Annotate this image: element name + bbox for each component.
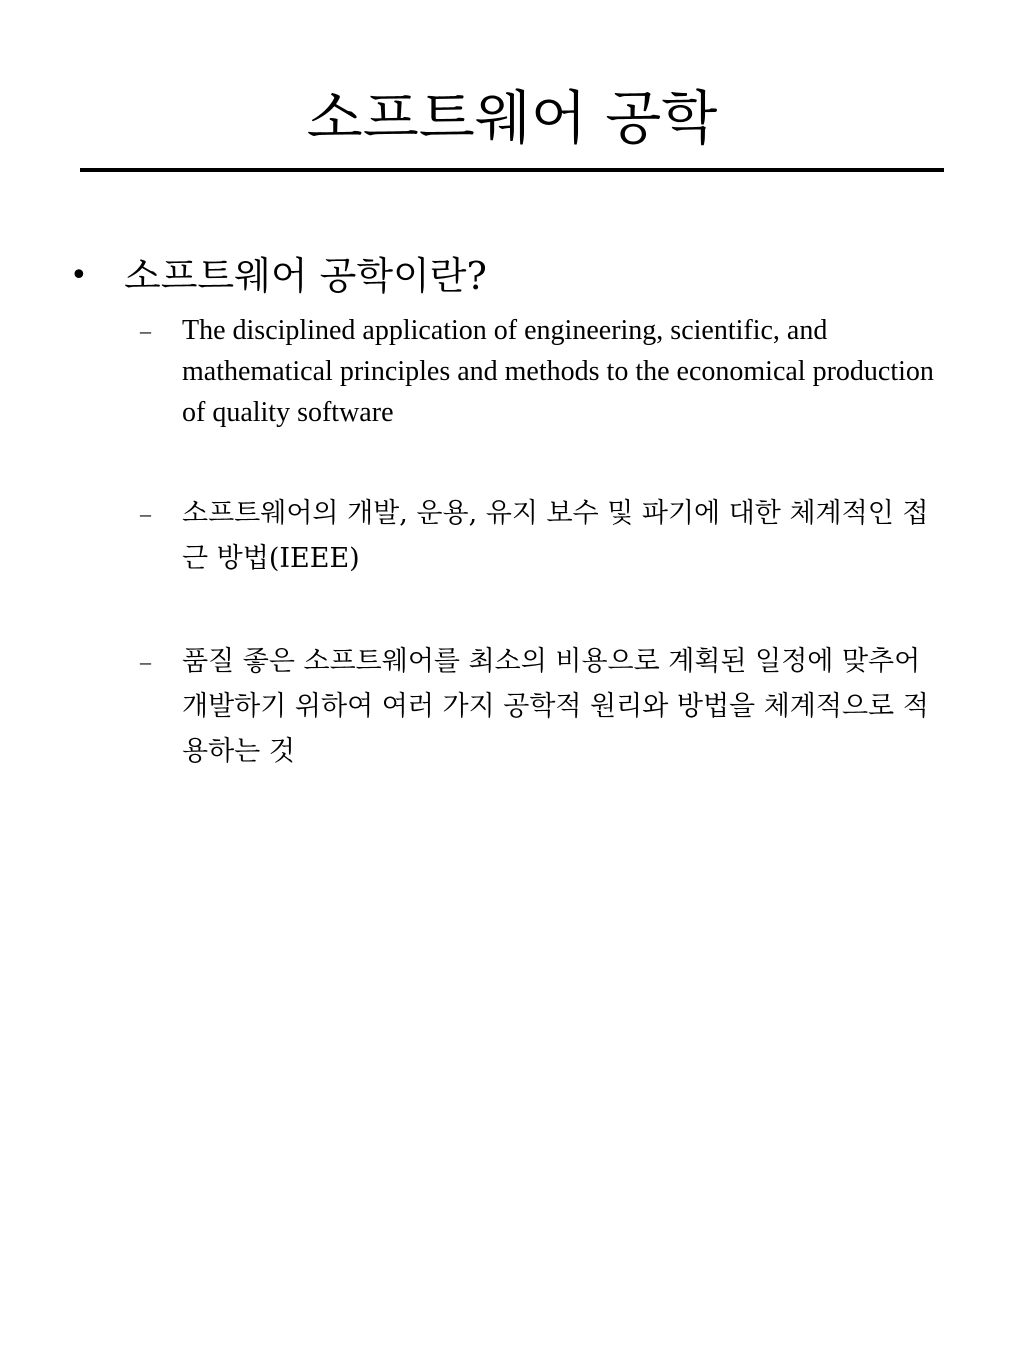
bullet-text: 소프트웨어 공학이란? bbox=[124, 254, 487, 298]
sub-bullet-list bbox=[140, 310, 952, 774]
slide-title: 소프트웨어 공학 bbox=[306, 84, 718, 152]
sub-bullet-marker: – bbox=[140, 649, 151, 674]
slide-content bbox=[70, 250, 950, 832]
title-divider bbox=[80, 168, 944, 172]
bullet-item bbox=[70, 250, 950, 302]
sub-bullet-marker: – bbox=[140, 501, 151, 526]
sub-bullet-item bbox=[140, 310, 952, 433]
sub-bullet-text: The disciplined application of engineering, scientific, and mathematical principles and methods to the economical production of quality software bbox=[182, 315, 934, 428]
sub-bullet-marker: – bbox=[140, 318, 151, 343]
sub-bullet-item bbox=[140, 639, 952, 774]
sub-bullet-text: 소프트웨어의 개발, 운용, 유지 보수 및 파기에 대한 체계적인 접근 방법(IEEE) bbox=[182, 498, 929, 574]
sub-bullet-text: 품질 좋은 소프트웨어를 최소의 비용으로 계획된 일정에 맞추어 개발하기 위하여 여러 가지 공학적 원리와 방법을 체계적으로 적용하는 것 bbox=[182, 646, 929, 767]
bullet-marker: • bbox=[70, 258, 88, 293]
sub-bullet-item bbox=[140, 491, 952, 581]
